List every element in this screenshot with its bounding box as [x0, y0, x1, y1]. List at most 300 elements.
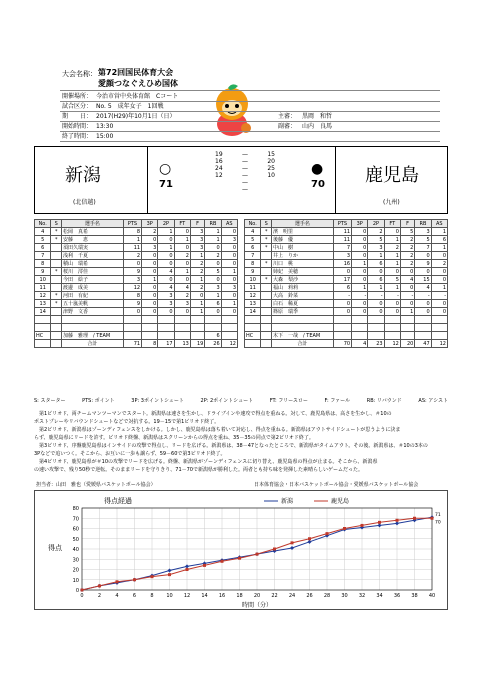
stat-cell — [415, 324, 431, 332]
stat-cell — [261, 268, 272, 276]
stat-cell: 桜川 澪佳 — [61, 268, 123, 276]
end-score-label: 71 — [435, 513, 441, 519]
stat-cell: 12 — [431, 340, 447, 348]
period-row: 12 — 10 — [215, 172, 275, 179]
stat-cell: 0 — [174, 308, 190, 316]
data-point — [413, 517, 416, 520]
stat-cell: 71 — [123, 340, 141, 348]
stat-cell: 3 — [368, 244, 384, 252]
umpire-label: 副審： — [278, 123, 297, 130]
stat-cell: 須田久瑞実 — [61, 244, 123, 252]
data-point — [343, 527, 346, 530]
x-tick-label: 6 — [132, 593, 137, 599]
stat-cell: 0 — [142, 252, 158, 260]
data-point — [98, 584, 101, 587]
data-point — [396, 519, 399, 522]
report-line: らず、鹿児島県にリードを許す。ピリオド終盤、新潟県はスクリーンからの得点を重ね、35－35の同点で第2ピリオド終了。 — [34, 435, 314, 441]
stat-cell: 1 — [158, 228, 174, 236]
stat-cell: 0 — [158, 308, 174, 316]
stat-cell: 渡邊 成美 — [61, 284, 123, 292]
stat-cell — [384, 324, 400, 332]
stat-cell: 1 — [174, 268, 190, 276]
stat-cell: - — [415, 292, 431, 300]
end-score-label: 70 — [435, 520, 441, 526]
away-team-name: 鹿児島 — [365, 165, 419, 186]
stat-cell — [245, 316, 261, 324]
stat-cell: 0 — [352, 228, 368, 236]
stat-cell: 2 — [368, 228, 384, 236]
legend-item: RB: リバウンド — [366, 398, 402, 404]
legend-label: 鹿児島 — [331, 498, 350, 505]
stat-cell — [368, 324, 384, 332]
stat-cell: 14 — [35, 308, 51, 316]
stat-cell: 5 — [368, 236, 384, 244]
stat-cell: 1 — [190, 252, 204, 260]
stat-cell — [142, 332, 158, 340]
data-point — [238, 557, 241, 560]
stat-cell: 1 — [384, 260, 400, 268]
stat-cell: 0 — [205, 244, 221, 252]
stat-cell: 2 — [190, 268, 204, 276]
player-row — [245, 252, 448, 260]
stat-cell: * — [51, 300, 62, 308]
stat-cell: 白石 稀夏 — [271, 300, 333, 308]
stat-cell: 4 — [35, 228, 51, 236]
stat-cell: 0 — [415, 308, 431, 316]
player-row — [35, 236, 238, 244]
player-row — [35, 228, 238, 236]
venue-value: 今治市営中央体育館 Cコート — [96, 93, 179, 100]
stat-cell: 0 — [352, 252, 368, 260]
player-row — [35, 284, 238, 292]
player-row — [35, 260, 238, 268]
stat-cell: 2 — [174, 252, 190, 260]
stat-cell: 5 — [415, 236, 431, 244]
stat-cell: - — [333, 292, 351, 300]
stat-cell: 五十嵐美帆 — [61, 300, 123, 308]
data-point — [361, 524, 364, 527]
stat-cell: 9 — [123, 268, 141, 276]
stat-cell — [51, 324, 62, 332]
total-row — [245, 340, 448, 348]
stat-cell: 1 — [190, 308, 204, 316]
stat-cell: 0 — [400, 300, 414, 308]
stat-cell — [261, 340, 272, 348]
stat-cell: 7 — [333, 244, 351, 252]
period-row: 19 — 15 — [215, 151, 275, 158]
stat-cell: 47 — [415, 340, 431, 348]
stat-cell: 5 — [35, 236, 51, 244]
stat-cell: 3 — [221, 236, 237, 244]
stat-cell: 9 — [35, 268, 51, 276]
stat-cell: 1 — [158, 244, 174, 252]
stat-cell: 2 — [123, 252, 141, 260]
stat-cell: 6 — [431, 236, 447, 244]
player-row — [245, 292, 448, 300]
stat-cell: 2 — [400, 244, 414, 252]
stat-cell — [190, 324, 204, 332]
data-point — [151, 575, 154, 578]
player-row — [245, 260, 448, 268]
stat-cell: HC — [35, 332, 51, 340]
stat-cell: 13 — [35, 300, 51, 308]
stat-cell: 0 — [123, 260, 141, 268]
stat-cell: 3 — [333, 252, 351, 260]
stat-cell: 0 — [205, 260, 221, 268]
stat-cell: * — [51, 268, 62, 276]
stat-cell: 河田 有紀 — [61, 292, 123, 300]
stat-cell: 3 — [158, 300, 174, 308]
stat-cell — [271, 316, 333, 324]
away-team-region: (九州) — [383, 199, 400, 206]
stat-cell: 0 — [352, 268, 368, 276]
y-tick-label: 40 — [72, 547, 79, 553]
coach-row — [245, 332, 448, 340]
stat-cell — [174, 324, 190, 332]
stat-cell: 福山 莉莉 — [271, 284, 333, 292]
reporter: 担当者：山田 雅也（愛媛県バスケットボール協会） — [36, 482, 156, 488]
game-no-label: 試合区分： — [62, 103, 93, 110]
stat-cell: 1 — [368, 252, 384, 260]
stat-cell: 8 — [35, 260, 51, 268]
x-tick-label: 38 — [411, 593, 418, 599]
stat-cell: 2 — [384, 244, 400, 252]
data-point — [326, 532, 329, 535]
x-tick-label: 20 — [253, 593, 261, 599]
stat-cell: 0 — [431, 276, 447, 284]
stat-cell — [271, 324, 333, 332]
stat-cell: 1 — [431, 228, 447, 236]
stat-cell: 1 — [190, 276, 204, 284]
column-header: F — [190, 220, 204, 228]
stat-cell: 4 — [400, 276, 414, 284]
x-tick-label: 40 — [428, 593, 436, 599]
legend-item: PTS: ポイント — [82, 398, 115, 404]
stat-cell: 0 — [158, 252, 174, 260]
stat-cell: 0 — [174, 244, 190, 252]
stat-cell: 3 — [221, 284, 237, 292]
x-tick-label: 34 — [376, 593, 383, 599]
stat-cell: * — [261, 236, 272, 244]
stat-cell: 0 — [352, 300, 368, 308]
stat-cell: 1 — [205, 292, 221, 300]
stat-cell: 16 — [333, 260, 351, 268]
stat-cell — [35, 316, 51, 324]
start-value: 13:30 — [96, 123, 114, 130]
stat-cell: 8 — [123, 292, 141, 300]
data-point — [378, 521, 381, 524]
player-row — [35, 268, 238, 276]
stat-cell: 0 — [221, 228, 237, 236]
player-row — [245, 308, 448, 316]
x-tick-label: 24 — [288, 593, 296, 599]
data-point — [168, 573, 171, 576]
stat-cell — [190, 332, 204, 340]
stat-cell: 23 — [368, 340, 384, 348]
away-total-score: 70 — [311, 179, 325, 190]
stat-cell: 0 — [142, 300, 158, 308]
stat-cell: 12 — [123, 284, 141, 292]
stat-cell — [261, 332, 272, 340]
referee-label: 主審： — [278, 113, 297, 120]
stat-cell: 0 — [368, 300, 384, 308]
y-tick-label: 0 — [75, 588, 79, 594]
stat-cell: 0 — [384, 228, 400, 236]
stat-cell: 中山 樹 — [271, 244, 333, 252]
player-row — [245, 300, 448, 308]
column-header: FT — [174, 220, 190, 228]
stat-cell — [51, 332, 62, 340]
stat-cell — [51, 340, 62, 348]
organizations: 日本体育協会・日本バスケットボール協会・愛媛県バスケットボール協会 — [254, 482, 419, 488]
stat-cell — [352, 324, 368, 332]
stat-cell: 12 — [384, 340, 400, 348]
stat-cell: 5 — [245, 236, 261, 244]
stat-cell: 12 — [221, 340, 237, 348]
stat-cell: 合計 — [271, 340, 333, 348]
column-header: PTS — [333, 220, 351, 228]
stat-cell: 0 — [205, 308, 221, 316]
stat-cell: - — [368, 292, 384, 300]
x-tick-label: 10 — [166, 593, 173, 599]
stat-cell: 2 — [190, 260, 204, 268]
player-row — [245, 276, 448, 284]
stat-cell: 19 — [190, 340, 204, 348]
column-header: 3P — [142, 220, 158, 228]
column-header: RB — [415, 220, 431, 228]
report-line: 3Pなどで追いつく。そこから、お互いに一歩も譲らず、59－60で第3ピリオド終了。 — [34, 451, 226, 457]
stat-cell: 0 — [384, 268, 400, 276]
stat-cell: 1 — [384, 236, 400, 244]
stat-cell: 0 — [352, 308, 368, 316]
x-tick-label: 18 — [236, 593, 243, 599]
stat-cell: 0 — [174, 276, 190, 284]
stat-cell — [61, 316, 123, 324]
player-row — [35, 276, 238, 284]
stat-cell: 0 — [158, 276, 174, 284]
stat-cell: * — [51, 236, 62, 244]
stat-cell — [368, 332, 384, 340]
stat-cell — [431, 332, 447, 340]
stat-cell: 大森 梨沙 — [271, 276, 333, 284]
column-header: 選手名 — [271, 220, 333, 228]
stat-cell — [261, 284, 272, 292]
score-progress-chart — [34, 490, 448, 610]
period-scores — [215, 151, 275, 193]
legend-item: F: ファール — [324, 398, 351, 404]
stat-cell: 4 — [158, 284, 174, 292]
x-tick-label: 28 — [323, 593, 331, 599]
stat-cell: 3 — [190, 244, 204, 252]
data-point — [308, 537, 311, 540]
referee-value: 黒岡 和哲 — [302, 113, 333, 120]
stat-cell: 5 — [205, 268, 221, 276]
table-header-row — [245, 220, 448, 228]
home-total-score: 71 — [159, 179, 173, 190]
stat-cell: 17 — [158, 340, 174, 348]
x-tick-label: 4 — [115, 593, 119, 599]
stat-cell: * — [51, 228, 62, 236]
x-axis-label: 時間（分） — [241, 602, 273, 609]
stat-cell: 13 — [174, 340, 190, 348]
stat-cell — [158, 324, 174, 332]
stat-cell: 川口 桃 — [271, 260, 333, 268]
report-line: 第1ピリオド、両チームマンツーマンでスタート。新潟県は速さを生かし、ドライブインや速攻で得点を重ねる。対して、鹿児島県は、高さを生かし、＃10の — [34, 411, 392, 417]
stat-cell — [123, 316, 141, 324]
column-header: RB — [205, 220, 221, 228]
stat-cell: 0 — [352, 244, 368, 252]
stat-cell: HC — [245, 332, 261, 340]
stat-cell: 1 — [384, 284, 400, 292]
home-result-mark: ○ — [159, 161, 172, 177]
stat-cell: 合計 — [61, 340, 123, 348]
stat-cell: 1 — [174, 236, 190, 244]
stat-cell: 11 — [123, 244, 141, 252]
stat-cell: 0 — [368, 268, 384, 276]
stat-cell: 松岡 真希 — [61, 228, 123, 236]
stat-cell — [384, 332, 400, 340]
player-row — [245, 228, 448, 236]
legend-item: S: スターター — [34, 398, 66, 404]
y-tick-label: 50 — [72, 536, 79, 543]
stat-cell: 0 — [190, 292, 204, 300]
stat-cell: 0 — [158, 260, 174, 268]
player-row — [35, 324, 238, 332]
x-tick-label: 36 — [393, 593, 401, 599]
stat-cell — [400, 332, 414, 340]
stat-cell: 後藤 優 — [271, 236, 333, 244]
stat-cell: 7 — [245, 252, 261, 260]
stat-cell — [415, 316, 431, 324]
stat-cell: 0 — [142, 260, 158, 268]
stat-cell: 0 — [415, 300, 431, 308]
stat-cell: 1 — [221, 268, 237, 276]
stat-cell — [333, 324, 351, 332]
player-row — [245, 284, 448, 292]
stat-cell — [123, 324, 141, 332]
legend-item: AS: アシスト — [418, 398, 448, 404]
date-value: 2017(H29)年10月1日（日） — [96, 113, 176, 120]
stat-cell: 7 — [35, 252, 51, 260]
stat-cell: - — [400, 292, 414, 300]
end-value: 15:00 — [96, 133, 114, 140]
stat-cell: 積山 瑞希 — [61, 260, 123, 268]
stat-cell — [158, 332, 174, 340]
venue-label: 開催場所： — [62, 93, 93, 100]
legend-item: 3P: 3ポイントシュート — [131, 398, 184, 404]
player-row — [35, 308, 238, 316]
stat-cell: - — [431, 292, 447, 300]
period-row: 24 — 25 — [215, 165, 275, 172]
stat-cell: 4 — [415, 284, 431, 292]
report-line: の速い攻撃で、残り50秒で逆転。そのままリードを守りきり、71－70で新潟県が勝利した。両者とも持ち味を発揮した素晴らしいゲームだった。 — [34, 467, 363, 473]
stat-cell: 0 — [205, 276, 221, 284]
column-header: AS — [221, 220, 237, 228]
report-line: ポストプレーやリバウンドシュートなどで対抗する。19－15で第1ピリオド終了。 — [34, 419, 220, 425]
stat-cell: 11 — [35, 284, 51, 292]
y-tick-label: 70 — [72, 516, 79, 523]
stat-cell: 0 — [431, 300, 447, 308]
stat-cell: 3 — [190, 228, 204, 236]
stat-cell: 2 — [174, 292, 190, 300]
stat-cell: 1 — [431, 244, 447, 252]
player-row — [35, 300, 238, 308]
x-tick-label: 0 — [80, 593, 84, 599]
x-tick-label: 14 — [201, 593, 208, 599]
stat-cell — [431, 316, 447, 324]
column-header: S — [261, 220, 272, 228]
stat-cell: 6 — [35, 244, 51, 252]
table-header-row — [35, 220, 238, 228]
stat-cell: 浅利 千夏 — [61, 252, 123, 260]
stat-cell: 0 — [333, 300, 351, 308]
stat-cell — [51, 308, 62, 316]
stat-cell: 津野 文香 — [61, 308, 123, 316]
stat-cell: 3 — [142, 244, 158, 252]
x-tick-label: 26 — [306, 593, 313, 599]
scoreboard — [34, 146, 448, 214]
stat-cell: 0 — [174, 260, 190, 268]
stat-cell: 加藤 雅理 / TEAM — [61, 332, 123, 340]
stat-cell: 今田 絵子 — [61, 276, 123, 284]
stat-cell — [51, 244, 62, 252]
stat-cell: 2 — [400, 236, 414, 244]
column-header: 2P — [158, 220, 174, 228]
stat-cell — [261, 292, 272, 300]
stat-cell: 2 — [400, 252, 414, 260]
coach-row — [35, 332, 238, 340]
stat-cell: 篠原 瑞季 — [271, 308, 333, 316]
stat-cell: - — [384, 292, 400, 300]
home-stats-table — [34, 219, 238, 348]
player-row — [245, 324, 448, 332]
away-stats-table — [244, 219, 448, 348]
stat-cell: 3 — [123, 276, 141, 284]
stat-cell — [333, 332, 351, 340]
stat-cell: * — [261, 260, 272, 268]
stat-cell — [400, 324, 414, 332]
stat-cell: 5 — [384, 276, 400, 284]
tournament-label: 大会名称： — [62, 70, 97, 78]
legend-item: 2P: 2ポイントシュート — [200, 398, 254, 404]
period-row: — — [242, 186, 248, 193]
stat-cell — [174, 332, 190, 340]
home-team-name: 新潟 — [65, 165, 101, 186]
stat-cell: 12 — [245, 292, 261, 300]
stat-cell: 1 — [205, 228, 221, 236]
data-point — [273, 548, 276, 551]
stat-cell: 3 — [415, 228, 431, 236]
stat-cell: 6 — [245, 244, 261, 252]
player-row — [245, 244, 448, 252]
player-row — [35, 292, 238, 300]
stat-cell: 1 — [384, 252, 400, 260]
y-tick-label: 20 — [72, 567, 79, 574]
column-header: F — [400, 220, 414, 228]
stat-cell: 3 — [205, 284, 221, 292]
stat-cell: 0 — [352, 236, 368, 244]
end-label: 終了時間： — [62, 133, 93, 140]
home-team-region: (北信越) — [73, 199, 96, 206]
stat-cell: 3 — [190, 236, 204, 244]
data-point — [203, 564, 206, 567]
stat-cell: 12 — [35, 292, 51, 300]
stat-cell: 2 — [142, 228, 158, 236]
stat-cell: 8 — [123, 228, 141, 236]
stat-cell — [51, 260, 62, 268]
stat-cell: 0 — [415, 268, 431, 276]
column-header: No. — [35, 220, 51, 228]
